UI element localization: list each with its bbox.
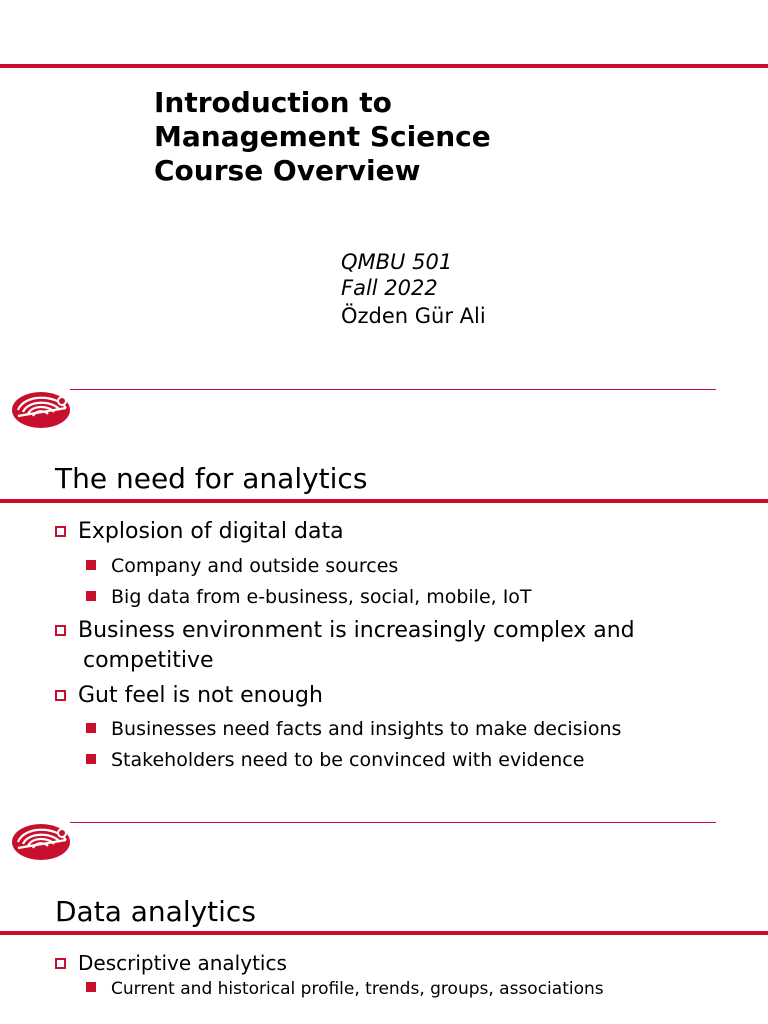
filled-square-bullet-icon [86,560,96,570]
list-subitem: Businesses need facts and insights to make decisions [86,716,621,742]
filled-square-bullet-icon [86,982,96,992]
heading-underline [0,931,768,935]
course-term: Fall 2022 [341,276,438,300]
list-item: Gut feel is not enough [55,681,323,711]
slide-top-rule [0,64,768,68]
slide-heading: Data analytics [55,895,256,928]
hollow-square-bullet-icon [55,526,66,537]
slide-heading: The need for analytics [55,462,368,495]
hollow-square-bullet-icon [55,625,66,636]
list-item: Business environment is increasingly complex and [55,616,635,646]
hollow-square-bullet-icon [55,958,66,969]
list-item-continuation: competitive [83,648,214,673]
title-line-2: Management Science [154,120,491,153]
slide-divider [70,389,716,390]
title-line-3: Course Overview [154,154,421,187]
list-subitem: Company and outside sources [86,553,398,579]
university-logo-icon [10,388,72,432]
filled-square-bullet-icon [86,754,96,764]
heading-underline [0,499,768,503]
slide-divider [70,822,716,823]
hollow-square-bullet-icon [55,690,66,701]
list-subitem: Current and historical profile, trends, groups, associations [86,976,604,1002]
instructor-name: Özden Gür Ali [341,304,486,328]
list-item: Explosion of digital data [55,517,344,547]
course-code: QMBU 501 [341,250,453,274]
title-line-1: Introduction to [154,86,392,119]
list-item: Descriptive analytics [55,950,287,976]
university-logo-icon [10,820,72,864]
list-subitem: Big data from e-business, social, mobile, IoT [86,584,532,610]
filled-square-bullet-icon [86,723,96,733]
filled-square-bullet-icon [86,591,96,601]
list-subitem: Stakeholders need to be convinced with evidence [86,747,584,773]
